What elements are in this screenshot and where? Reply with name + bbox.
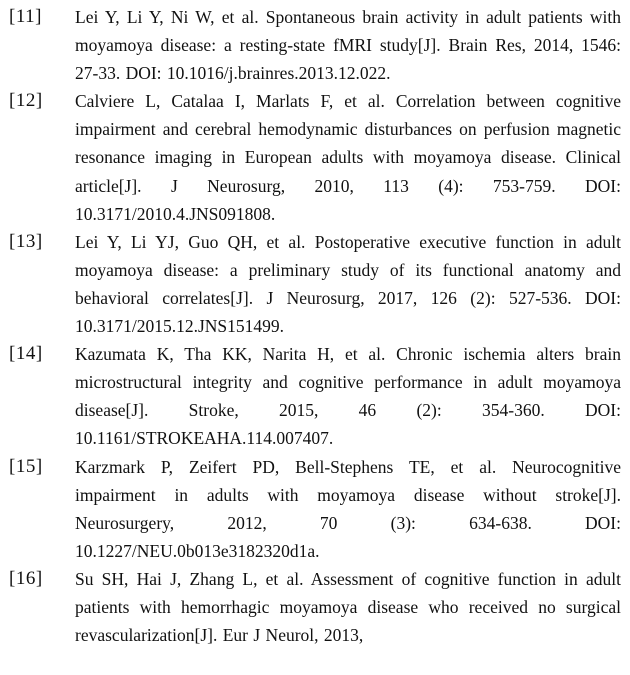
reference-list bbox=[0, 3, 630, 649]
reference-number: [16] bbox=[9, 567, 43, 589]
reference-text: Lei Y, Li YJ, Guo QH, et al. Postoperative executive function in adult moyamoya disease: a preliminary study of its functional anatomy and behavioral correlates[J]. J Neurosurg, 2017, 126 (2): 527-536. DOI: 10.3171/2015.12.JNS151499. bbox=[75, 231, 621, 337]
reference-text: Lei Y, Li Y, Ni W, et al. Spontaneous brain activity in adult patients with moyamoya disease: a resting-state fMRI study[J]. Brain Res, 2014, 1546: 27-33. DOI: 10.1016/j.brainres.2013.12.022. bbox=[75, 7, 621, 84]
reference-text: Kazumata K, Tha KK, Narita H, et al. Chronic ischemia alters brain microstructural integrity and cognitive performance in adult moyamoya disease[J]. Stroke, 2015, 46 (2): 354-360. DOI: 10.1161/STROKEAHA.114.007407. bbox=[75, 344, 621, 449]
reference-item bbox=[0, 228, 630, 340]
reference-text: Karzmark P, Zeifert PD, Bell-Stephens TE, et al. Neurocognitive impairment in adults with moyamoya disease without stroke[J]. Neurosurgery, 2012, 70 (3): 634-638. DOI: 10.1227/NEU.0b013e3182320d1a. bbox=[75, 456, 621, 561]
reference-item bbox=[0, 87, 630, 227]
reference-number: [12] bbox=[9, 90, 43, 112]
reference-number: [15] bbox=[9, 455, 43, 477]
reference-item bbox=[0, 3, 630, 87]
reference-number: [11] bbox=[9, 6, 42, 27]
reference-item bbox=[0, 340, 630, 452]
reference-item bbox=[0, 453, 630, 565]
reference-number: [14] bbox=[9, 343, 43, 365]
reference-number: [13] bbox=[9, 230, 43, 252]
reference-text: Calviere L, Catalaa I, Marlats F, et al. Correlation between cognitive impairment and cerebral hemodynamic disturbances on perfusion magnetic resonance imaging in European adults with moyamoya disease. Clinical article[J]. J Neurosurg, 2010, 113 (4): 753-759. DOI: 10.3171/2010.4.JNS091808. bbox=[75, 91, 621, 224]
reference-item bbox=[0, 565, 630, 649]
reference-text: Su SH, Hai J, Zhang L, et al. Assessment of cognitive function in adult patients with hemorrhagic moyamoya disease who received no surgical revascularization[J]. Eur J Neurol, 2013, bbox=[75, 568, 621, 646]
